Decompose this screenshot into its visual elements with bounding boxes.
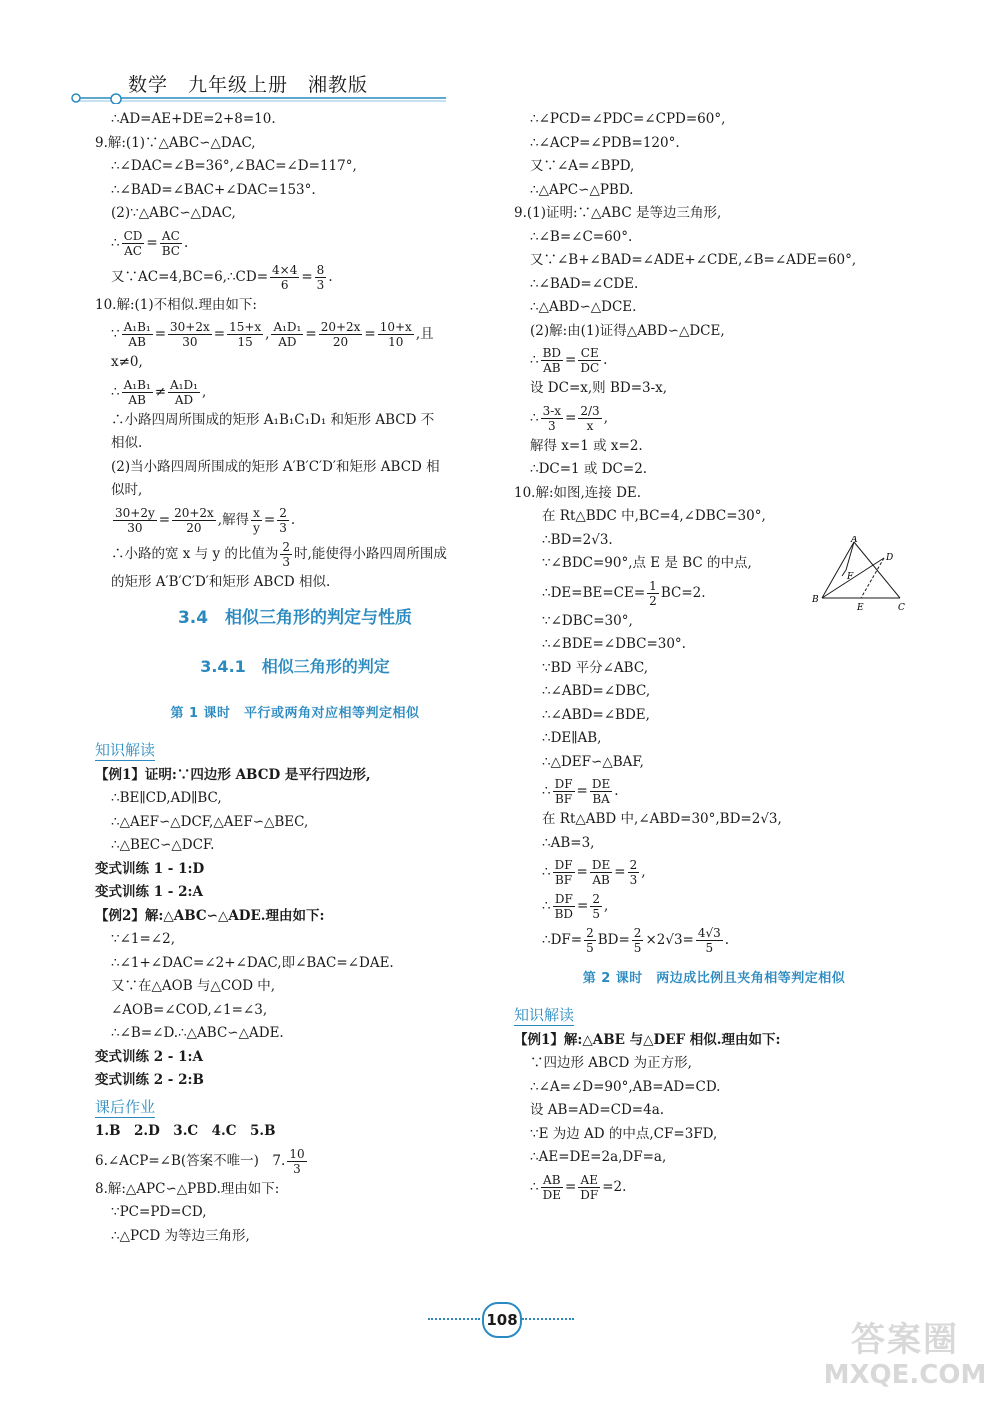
math-line: ∴DF= $\frac{2}{5}$ BD= $\frac{2}{5}$ ×2√3= $\frac{4√3}{5}$ . (542, 926, 730, 955)
text-line: ∴∠BDE=∠DBC=30°. (542, 636, 686, 652)
math-line: ∴ $\frac{DF}{BF}$ = $\frac{DE}{BA}$ . (542, 777, 619, 806)
fraction: $\frac{2/3}{x}$ (580, 403, 600, 433)
text-line: ∴△DEF∽△BAF, (542, 753, 644, 770)
text-line: (2)解:由(1)证得△ABD∽△DCE, (530, 322, 725, 339)
text-line: ∴∠ABD=∠BDE, (542, 706, 650, 723)
text-line: 变式训练 1 - 2:A (95, 884, 203, 900)
text-line: 解得 x=1 或 x=2. (530, 437, 643, 454)
math-line: ∴ $\frac{\text{A₁B₁}}{AB}$ ≠ $\frac{\text{A₁D₁}}{AD}$ , (111, 377, 207, 407)
section-title: 3.4 相似三角形的判定与性质 (177, 608, 413, 628)
text-line: (2)当小路四周所围成的矩形 A′B′C′D′和矩形 ABCD 相 (111, 458, 440, 475)
text-line: 又∵∠B+∠BAD=∠ADE+∠CDE,∠B=∠ADE=60°, (530, 252, 857, 268)
math-line: ∵ $\frac{\text{A₁B₁}}{AB}$ = $\frac{30+2x}{30}$ = $\frac{15+x}{15}$ , $\frac{\text{A₁D₁}}{AD}$ = $\frac{20+2x}{20}$ = $\frac{10+x}{10}$ ,且 (111, 320, 434, 349)
vertex-label-f: F (847, 572, 854, 582)
text-line: ∴∠BAD=∠BAC+∠DAC=153°. (111, 181, 316, 198)
text-line: ∵∠DBC=30°, (542, 612, 633, 629)
text-line: ∴△PCD 为等边三角形, (111, 1227, 250, 1244)
page-header-title: 数学 九年级上册 湘教版 (128, 74, 369, 96)
header-rule (70, 88, 450, 104)
fraction: $\frac{DF}{BF}$ (554, 777, 573, 806)
text-line: 1.B 2.D 3.C 4.C 5.B (95, 1123, 276, 1139)
text-line: ∴△AEF∽△DCF,△AEF∽△BEC, (111, 813, 309, 830)
fraction: $\frac{DF}{BD}$ (554, 892, 574, 921)
text-line: 的矩形 A′B′C′D′和矩形 ABCD 相似. (111, 573, 331, 590)
fraction: $\frac{\text{A₁B₁}}{AB}$ (123, 320, 151, 349)
footer-dots-left (428, 1318, 480, 1322)
fraction: $\frac{AC}{BC}$ (161, 228, 180, 258)
vertex-label-a: A (851, 536, 858, 545)
lesson-title: 第 2 课时 两边成比例且夹角相等判定相似 (582, 971, 846, 986)
text-line: 9.解:(1)∵△ABC∽△DAC, (95, 134, 256, 151)
fraction: $\frac{30+2y}{30}$ (115, 505, 155, 535)
text-line: 9.(1)证明:∵△ABC 是等边三角形, (514, 205, 722, 221)
math-line: ∴ $\frac{CD}{AC}$ = $\frac{AC}{BC}$ . (111, 228, 189, 258)
text-line: 又∵在△AOB 与△COD 中, (111, 978, 276, 994)
text-line: ∵PC=PD=CD, (111, 1204, 207, 1220)
text-line: ∵∠1=∠2, (111, 931, 175, 947)
text-line: 变式训练 2 - 2:B (95, 1072, 204, 1088)
fraction: $\frac{15+x}{15}$ (229, 320, 262, 349)
text-line: 在 Rt△BDC 中,BC=4,∠DBC=30°, (542, 508, 766, 524)
text-line: 10.解:如图,连接 DE. (514, 484, 642, 501)
text-line: 在 Rt△ABD 中,∠ABD=30°,BD=2√3, (542, 811, 782, 827)
text-line: ∴DC=1 或 DC=2. (530, 461, 648, 477)
footer-dots-right (522, 1318, 574, 1322)
fraction: $\frac{2}{3}$ (629, 858, 638, 887)
left-column (95, 108, 495, 1248)
lesson-title: 第 1 课时 平行或两角对应相等判定相似 (170, 706, 420, 721)
text-line: 8.解:△APC∽△PBD.理由如下: (95, 1180, 280, 1197)
fraction: $\frac{CE}{DC}$ (580, 346, 600, 375)
fraction: $\frac{4√3}{5}$ (697, 926, 721, 955)
math-line: ∴ $\frac{DF}{BD}$ = $\frac{2}{5}$ , (542, 892, 609, 921)
math-line: ∴DE=BE=CE= $\frac{1}{2}$ BC=2. (542, 578, 706, 608)
watermark-url: MXQE.COM (823, 1360, 987, 1390)
text-line: ∴∠BAD=∠CDE. (530, 275, 639, 292)
fraction: $\frac{20+2x}{20}$ (320, 320, 361, 349)
text-line: ∴BE∥CD,AD∥BC, (111, 790, 222, 806)
fraction: $\frac{30+2x}{30}$ (170, 320, 210, 349)
fraction: $\frac{\text{A₁D₁}}{AD}$ (170, 377, 198, 407)
fraction: $\frac{20+2x}{20}$ (174, 505, 214, 535)
subsection-label: 知识解读 (95, 741, 156, 759)
text-line: 【例2】解:△ABC∽△ADE.理由如下: (95, 907, 325, 924)
text-line: ∴∠PCD=∠PDC=∠CPD=60°, (530, 111, 726, 127)
text-line: ∵∠BDC=90°,点 E 是 BC 的中点, (542, 555, 752, 571)
text-line: 相似. (111, 435, 143, 451)
fraction: $\frac{10+x}{10}$ (379, 320, 412, 349)
text-line: 【例1】解:△ABE 与△DEF 相似.理由如下: (514, 1031, 781, 1048)
fraction: $\frac{DE}{AB}$ (591, 858, 611, 887)
text-line: 又∵∠A=∠BPD, (530, 158, 635, 174)
subsection-label: 知识解读 (514, 1006, 575, 1024)
fraction: $\frac{8}{3}$ (316, 262, 325, 292)
text-line: ∴△BEC∽△DCF. (111, 837, 215, 853)
text-line: ∴∠B=∠C=60°. (530, 228, 633, 245)
math-line: ∴ $\frac{DF}{BF}$ = $\frac{DE}{AB}$ = $\frac{2}{3}$ , (542, 858, 646, 887)
text-line: ∴小路四周所围成的矩形 A₁B₁C₁D₁ 和矩形 ABCD 不 (111, 411, 435, 428)
vertex-label-b: B (812, 595, 819, 605)
math-line: 又∵AC=4,BC=6,∴CD= $\frac{4\times 4}{6}$ = $\frac{8}{3}$ . (111, 262, 333, 292)
text-line: ∴△APC∽△PBD. (530, 181, 634, 198)
fraction: $\frac{2}{5}$ (586, 926, 594, 955)
text-line: 似时, (111, 482, 143, 498)
fraction: $\frac{2}{5}$ (592, 892, 600, 921)
fraction: $\frac{2}{5}$ (633, 926, 642, 955)
vertex-label-d: D (886, 553, 894, 563)
text-line: 设 AB=AD=CD=4a. (530, 1102, 665, 1118)
text-line: ∴BD=2√3. (542, 531, 613, 548)
text-line: 变式训练 1 - 1:D (95, 860, 205, 877)
fraction: $\frac{x}{y}$ (253, 505, 260, 535)
text-line: ∵四边形 ABCD 为正方形, (530, 1055, 692, 1071)
triangle-diagram (812, 536, 912, 614)
text-line: ∠AOB=∠COD,∠1=∠3, (111, 1001, 268, 1018)
text-line: (2)∵△ABC∽△DAC, (111, 205, 236, 221)
right-column (514, 108, 914, 1204)
text-line: ∴AD=AE+DE=2+8=10. (111, 111, 276, 127)
fraction: $\frac{10}{3}$ (289, 1146, 305, 1176)
fraction: $\frac{\text{A₁B₁}}{AB}$ (123, 377, 151, 407)
text-line: ∴∠B=∠D.∴△ABC∽△ADE. (111, 1025, 284, 1041)
text-line: ∵E 为边 AD 的中点,CF=3FD, (530, 1125, 718, 1142)
text-line: ∴AB=3, (542, 834, 595, 851)
text-line: ∴∠ACP=∠PDB=120°. (530, 134, 680, 151)
fraction: $\frac{DE}{BA}$ (591, 777, 611, 806)
math-line: $\frac{30+2y}{30}$ = $\frac{20+2x}{20}$ ,解得 $\frac{x}{y}$ = $\frac{2}{3}$ . (115, 505, 296, 535)
vertex-label-e: E (857, 603, 864, 613)
fraction: $\frac{\text{A₁D₁}}{AD}$ (273, 320, 302, 349)
text-line: x≠0, (111, 354, 143, 370)
text-line: ∴AE=DE=2a,DF=a, (530, 1149, 667, 1165)
text-line: ∴DE∥AB, (542, 730, 602, 746)
fraction: $\frac{2}{3}$ (282, 539, 291, 569)
fraction: $\frac{CD}{AC}$ (123, 228, 143, 258)
fraction: $\frac{AB}{DE}$ (542, 1172, 561, 1202)
fraction: $\frac{3-x}{3}$ (542, 403, 562, 433)
fraction: $\frac{AE}{DF}$ (580, 1172, 599, 1202)
math-line: ∴小路的宽 x 与 y 的比值为 $\frac{2}{3}$ 时,能使得小路四周所围成 (111, 539, 447, 569)
text-line: 10.解:(1)不相似.理由如下: (95, 296, 257, 313)
text-line: ∴∠ABD=∠DBC, (542, 683, 651, 699)
text-line: ∴△ABD∽△DCE. (530, 299, 637, 315)
text-line: ∴∠DAC=∠B=36°,∠BAC=∠D=117°, (111, 158, 357, 174)
fraction: $\frac{BD}{AB}$ (542, 346, 562, 375)
text-line: ∴∠1+∠DAC=∠2+∠DAC,即∠BAC=∠DAE. (111, 954, 394, 971)
math-line: ∴ $\frac{3-x}{3}$ = $\frac{2/3}{x}$ , (530, 403, 608, 433)
vertex-label-c: C (898, 603, 905, 613)
subsection-title: 3.4.1 相似三角形的判定 (200, 657, 390, 676)
fraction: $\frac{1}{2}$ (649, 578, 657, 608)
subsection-label: 课后作业 (95, 1097, 156, 1116)
math-line: 6.∠ACP=∠B(答案不唯一) 7. $\frac{10}{3}$ (95, 1146, 305, 1176)
page-number: 108 (482, 1302, 522, 1338)
fraction: $\frac{4\times 4}{6}$ (272, 262, 298, 292)
watermark (820, 1320, 990, 1390)
fraction: $\frac{DF}{BF}$ (554, 858, 573, 887)
watermark-logo: 答案圈 (851, 1320, 959, 1360)
text-line: 设 DC=x,则 BD=3-x, (530, 380, 668, 396)
fraction: $\frac{2}{3}$ (279, 505, 287, 535)
text-line: 变式训练 2 - 1:A (95, 1048, 203, 1065)
text-line: ∴∠A=∠D=90°,AB=AD=CD. (530, 1078, 721, 1095)
text-line: 【例1】证明:∵四边形 ABCD 是平行四边形, (95, 766, 371, 783)
math-line: ∴ $\frac{AB}{DE}$ = $\frac{AE}{DF}$ =2. (530, 1172, 627, 1202)
math-line: ∴ $\frac{BD}{AB}$ = $\frac{CE}{DC}$ . (530, 346, 608, 375)
text-line: ∵BD 平分∠ABC, (542, 659, 648, 676)
